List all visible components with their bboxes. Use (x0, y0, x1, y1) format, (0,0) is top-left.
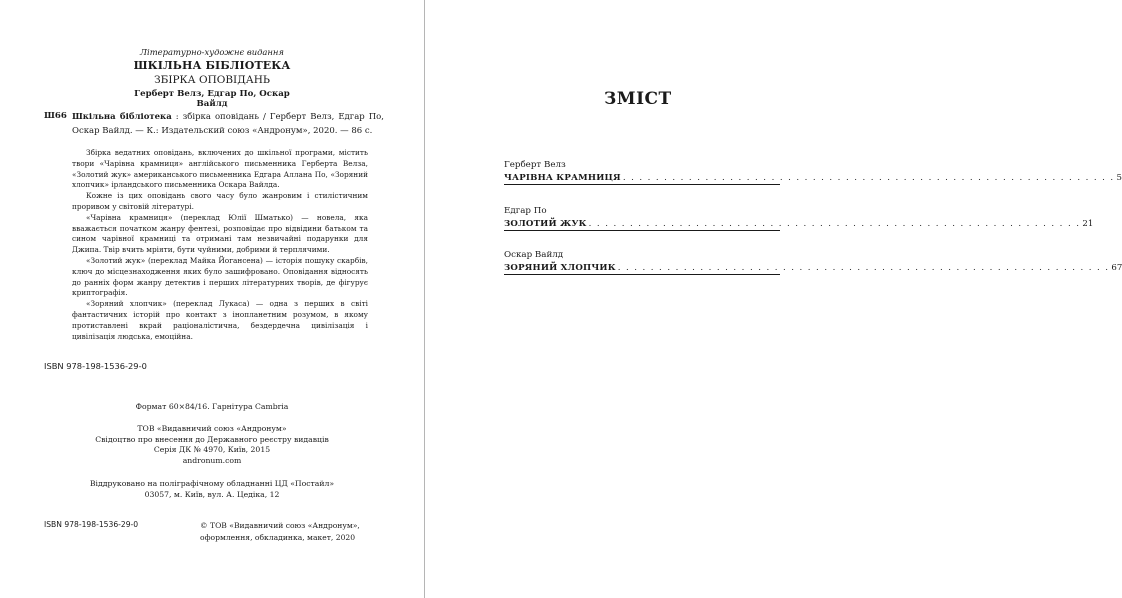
toc-entry[interactable] (504, 160, 1122, 185)
series-note: Літературно-художнє видання (140, 47, 284, 57)
abstract-paragraph: «Чарівна крамниця» (переклад Юлії Шматько) — новела, яка вважається початком жанру фентезі, розповідає про відвідини батьком та сином чарівної крамниці та отримані там незвичайні подарунки для Джипа. Твір вчить мріяти, бути чуйними, добрими й терплячими. (72, 212, 368, 255)
isbn: ISBN 978-198-1536-29-0 (44, 361, 147, 371)
catalog-title: Шкільна бібліотека (72, 112, 172, 122)
toc-story-title: ЗОРЯНИЙ ХЛОПЧИК (504, 263, 616, 273)
printer-line: 03057, м. Київ, вул. А. Цедіка, 12 (144, 489, 280, 499)
printer-block (80, 479, 344, 500)
toc-author: Оскар Вайлд (504, 250, 564, 260)
publisher-line: Серія ДК № 4970, Київ, 2015 (153, 445, 271, 454)
toc-leader-dots: . . . . . . . . . . . . . . . . . . . . . . . . . . . . . . . . . . . . . . . . . . . . . . . . . . . . . . . . . . . . (617, 263, 1110, 273)
catalog-code: Ш66 (44, 111, 67, 121)
collection-title: ЗБІРКА ОПОВІДАНЬ (154, 74, 270, 86)
printer-line: Віддруковано на поліграфічному обладнанні ЦД «Постайл» (89, 479, 335, 488)
abstract (72, 148, 368, 342)
toc-page-number: 21 (1082, 219, 1094, 229)
toc-leader-dots: . . . . . . . . . . . . . . . . . . . . . . . . . . . . . . . . . . . . . . . . . . . . . . . . . . . . . . . . . . . . (588, 219, 1081, 229)
publisher-block (80, 424, 344, 466)
toc-story-title: ЧАРІВНА КРАМНИЦЯ (504, 173, 621, 183)
abstract-paragraph: Кожне із цих оповідань свого часу було жанровим і стилістичним проривом у світовій літературі. (72, 191, 368, 211)
publisher-line: Свідоцтво про внесення до Державного реєстру видавців (95, 434, 329, 444)
publisher-line: ТОВ «Видавничий союз «Андронум» (137, 424, 287, 433)
footer-isbn: ISBN 978-198-1536-29-0 (44, 520, 139, 529)
publisher-line: andronum.com (182, 455, 242, 465)
toc-story-title: ЗОЛОТИЙ ЖУК (504, 219, 587, 229)
toc-entry[interactable] (504, 250, 1122, 275)
toc-page-number: 5 (1116, 173, 1122, 183)
toc-title: ЗМІСТ (604, 89, 672, 109)
abstract-paragraph: Збірка ведатних оповідань, включених до шкільної програми, містить твори «Чарівна крамниця» англійського письменника Герберта Велза, «Золотий жук» американського письменника Едгара Аллана По, «Зоряний хлопчик» ірландського письменника Оскара Вайлда. (72, 148, 368, 190)
toc-leader-dots: . . . . . . . . . . . . . . . . . . . . . . . . . . . . . . . . . . . . . . . . . . . . . . . . . . . . . . . . . . . . (622, 173, 1115, 183)
toc-underline (504, 184, 780, 185)
toc-underline (504, 230, 780, 231)
abstract-paragraph: «Зоряний хлопчик» (переклад Лукаса) — одна з перших в світі фантастичних історій про контакт з інопланетним розумом, в якому протиставлені вкрай раціоналістична, бездердечна цивілізація і цивілізація людська, емоційна. (72, 299, 368, 341)
authors-line: Герберт Велз, Едгар По, Оскар Вайлд (134, 89, 290, 109)
toc-page-number: 67 (1111, 263, 1122, 273)
toc-author: Едгар По (504, 206, 547, 216)
catalog-description: : збірка оповідань / Герберт Велз, Едгар По, Оскар Вайлд. — К.: Издательский союз «Андронум», 2020. — 86 с. (72, 112, 384, 136)
abstract-paragraph: «Золотий жук» (переклад Майка Йогансена) — історія пошуку скарбів, ключ до місцезнаходження яких було зашифровано. Оповідання відносять до ранніх форм жанру детектив і перших літературних творів, де фігурує криптографія. (72, 255, 368, 298)
series-title: ШКІЛЬНА БІБЛІОТЕКА (133, 59, 291, 72)
toc-author: Герберт Велз (504, 160, 566, 170)
format-line: Формат 60×84/16. Гарнітура Cambria (135, 402, 289, 411)
toc-underline (504, 274, 780, 275)
page-divider (424, 0, 425, 598)
footer-copyright: © ТОВ «Видавничий союз «Андронум», оформлення, обкладинка, макет, 2020 (200, 521, 360, 542)
toc-entry[interactable] (504, 206, 1094, 231)
catalog-record (72, 111, 384, 138)
